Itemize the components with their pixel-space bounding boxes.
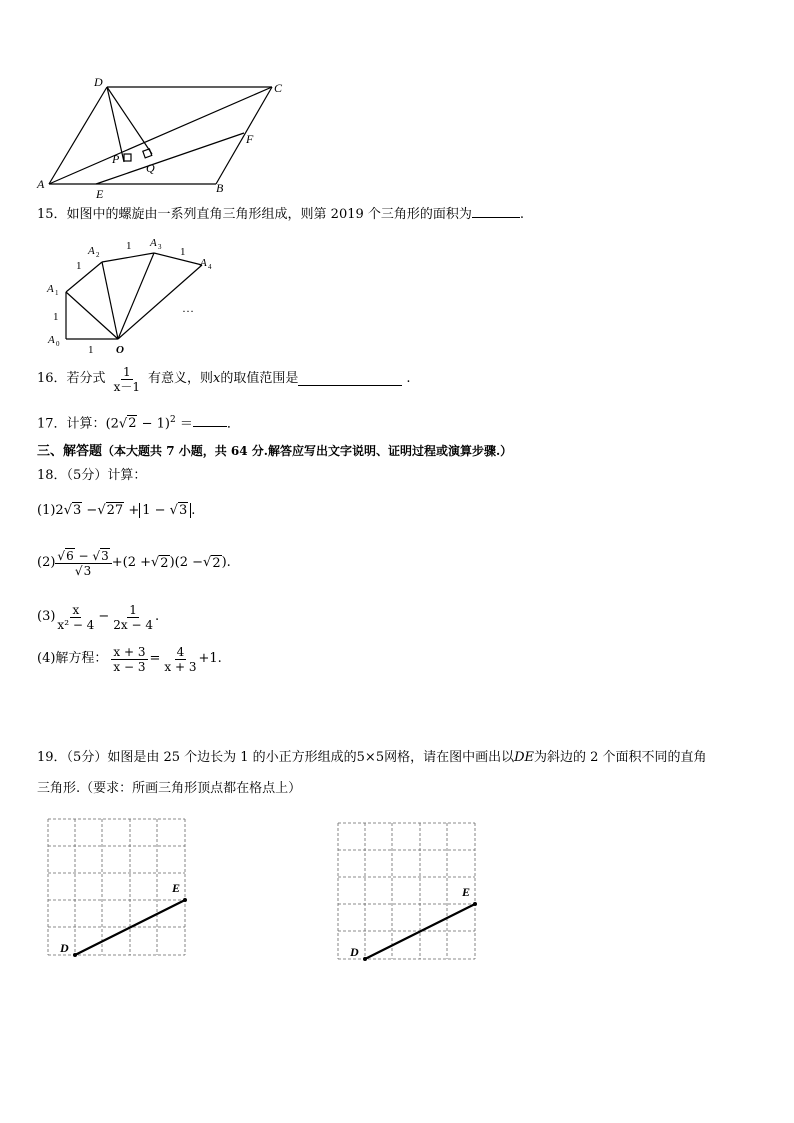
q18-header: 18．（5分）计算： <box>37 468 147 483</box>
q19-line1: 19．（5分）如图是由 25 个边长为 1 的小正方形组成的5×5网格，请在图中画出以DE为斜边的 2 个面积不同的直角 <box>37 750 707 765</box>
grid-right[interactable] <box>330 816 480 968</box>
section-3-header: 三、解答题（本大题共 7 小题，共 64 分.解答应写出文字说明、证明过程或演算步骤.） <box>37 444 513 459</box>
svg-text:…: … <box>182 301 194 315</box>
label-f: F <box>246 132 254 146</box>
label-q: Q <box>146 161 155 175</box>
q15-text: 15．如图中的螺旋由一系列直角三角形组成，则第 2019 个三角形的面积为 . <box>37 207 525 222</box>
svg-text:A: A <box>88 245 95 257</box>
q16-answer-blank[interactable] <box>298 373 402 386</box>
q18-part2: (2) $\frac{√6 - √3}{√3}$ + ( 2 + √ 2 ) ( 2 − √ 2 ) . <box>37 548 231 578</box>
svg-text:A: A <box>200 257 207 269</box>
label-e: E <box>96 187 104 198</box>
grid-left[interactable] <box>40 812 190 964</box>
svg-text:3: 3 <box>158 243 162 251</box>
label-c: C <box>274 81 283 95</box>
label-b: B <box>216 181 224 195</box>
svg-text:0: 0 <box>56 340 60 348</box>
svg-text:4: 4 <box>208 263 212 271</box>
svg-text:A: A <box>48 334 55 346</box>
svg-text:D: D <box>60 941 69 955</box>
parallelogram-figure <box>34 74 294 198</box>
svg-text:O: O <box>116 344 124 356</box>
q17-answer-blank[interactable] <box>193 426 227 427</box>
spiral-figure <box>44 236 224 358</box>
svg-text:1: 1 <box>180 246 186 258</box>
q18-part4: (4)解方程： $\frac{x + 3}{x - 3}$ = $\frac{4}{x + 3}$ +1. <box>37 644 222 674</box>
svg-text:A: A <box>47 283 54 295</box>
svg-text:E: E <box>172 881 181 895</box>
svg-text:1: 1 <box>126 240 132 252</box>
label-p: P <box>112 152 120 166</box>
svg-text:1: 1 <box>55 289 59 297</box>
q16-text: 16． 若分式 $\frac{1}{x-1}$ 有意义，则 x 的取值范围是 . <box>37 364 411 394</box>
q17-text: 17．计算：$(2√2 - 1)^2$ ＝ ． <box>37 415 240 432</box>
svg-text:1: 1 <box>76 260 82 272</box>
q19-line2: 三角形.（要求：所画三角形顶点都在格点上） <box>37 781 302 796</box>
svg-text:D: D <box>350 945 359 959</box>
svg-text:1: 1 <box>53 311 59 323</box>
q18-part3: (3) $\frac{x}{\text{x² − 4}}$ − $\frac{1}{2x - 4}$ . <box>37 602 160 632</box>
svg-text:E: E <box>462 885 471 899</box>
svg-text:A: A <box>150 237 157 249</box>
q18-part1: (1)2√3 −√27 + 1 − √3 . <box>37 503 196 518</box>
label-a: A <box>37 177 45 191</box>
svg-text:2: 2 <box>96 251 100 259</box>
q15-answer-blank[interactable] <box>472 217 520 218</box>
label-d: D <box>94 75 103 89</box>
svg-text:1: 1 <box>88 344 94 356</box>
